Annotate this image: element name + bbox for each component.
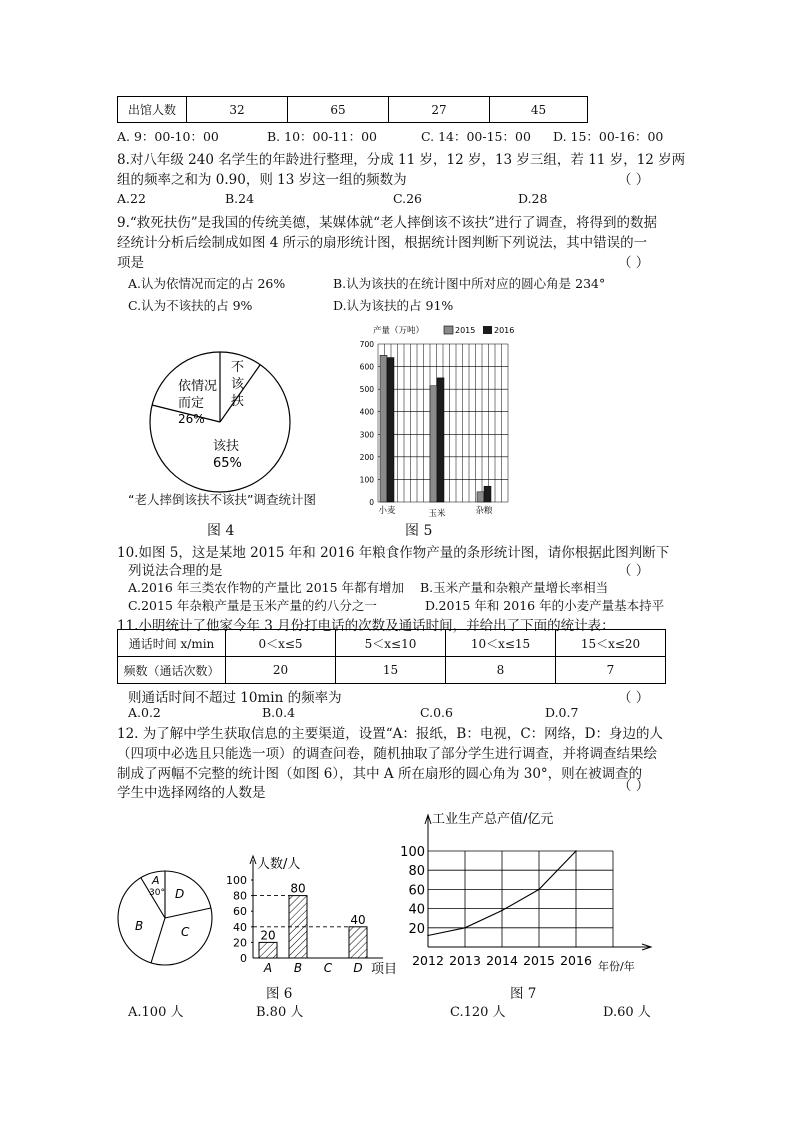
q8-text-line2: 组的频率之和为 0.90，则 13 岁这一组的频数为	[117, 172, 407, 188]
label-buyi-3: 扶	[231, 394, 245, 409]
x-category-label: C	[323, 961, 333, 975]
label-qingkuang-1: 依情况	[178, 379, 218, 394]
q8-option-d: D.28	[518, 191, 548, 206]
x-tick-label: 2014	[486, 953, 518, 968]
figure-4-label: 图 4	[207, 523, 235, 539]
figure-6-label: 图 6	[266, 986, 293, 1002]
figure-4-caption: “老人摔倒该扶不该扶”调查统计图	[128, 492, 316, 507]
x-tick-label: 2013	[449, 953, 481, 968]
figure-7-line-chart	[400, 808, 660, 980]
legend-label-2015: 2015	[455, 326, 476, 335]
bar-2016-1	[437, 378, 444, 502]
x-tick-label: 2015	[523, 953, 555, 968]
bar-value-label: 20	[260, 928, 276, 943]
q10-text-line2: 列说法合理的是	[128, 563, 223, 579]
q10-answer-paren: （ ）	[618, 563, 650, 579]
q12-option-b: B.80 人	[256, 1005, 304, 1020]
x-category-label: A	[263, 961, 273, 975]
table-header: 10＜x≤15	[446, 630, 556, 657]
y-tick-label: 500	[359, 385, 374, 395]
q7-option-b: B. 10：00-11：00	[267, 129, 377, 144]
table-cell: 15	[336, 657, 446, 684]
q9-text-line3: 项是	[117, 255, 144, 271]
label-buyi-2: 该	[231, 377, 245, 392]
q11-answer-paren: （ ）	[618, 690, 650, 706]
pie-label-c: C	[181, 925, 190, 939]
figure-5-ylabel: 产量（万吨）	[373, 326, 425, 336]
q12-option-d: D.60 人	[603, 1005, 651, 1020]
q10-option-d: D.2015 年和 2016 年的小麦产量基本持平	[425, 598, 665, 613]
q7-option-c: C. 14：00-15：00	[421, 129, 531, 144]
table-cell: 7	[556, 657, 666, 684]
bar-A	[259, 942, 277, 958]
bar-D	[349, 927, 367, 958]
label-gaifu-2: 65%	[213, 456, 242, 471]
line-point	[427, 935, 429, 937]
q12-option-c: C.120 人	[450, 1005, 506, 1020]
table-header: 0＜x≤5	[226, 630, 336, 657]
table-header: 5＜x≤10	[336, 630, 446, 657]
q9-option-b: B.认为该扶的在统计图中所对应的圆心角是 234°	[333, 276, 606, 291]
q7-option-d: D. 15：00-16：00	[553, 129, 664, 144]
table-row-label: 频数（通话次数）	[118, 657, 226, 684]
table-row-label: 出馆人数	[118, 97, 187, 123]
q8-option-c: C.26	[393, 191, 422, 206]
q9-text-line2: 经统计分析后绘制成如图 4 所示的扇形统计图，根据统计图判断下列说法，其中错误的一	[117, 235, 648, 251]
q9-text-line1: 9.“救死扶伤”是我国的传统美德，某媒体就“老人摔倒该不该扶”进行了调查，将得到的数据	[117, 215, 657, 231]
y-tick-label: 100	[359, 475, 374, 485]
x-tick-label: 2012	[412, 953, 444, 968]
bar-ylabel: 人数/人	[257, 857, 301, 872]
y-tick-label: 200	[359, 452, 374, 462]
q7-option-a: A. 9：00-10：00	[117, 129, 219, 144]
bar-B	[289, 896, 307, 958]
q8-text-line1: 8.对八年级 240 名学生的年龄进行整理，分成 11 岁，12 岁，13 岁三组，若 11 岁，12 岁两	[117, 152, 686, 168]
y-tick-label: 20	[408, 921, 425, 937]
q11-option-c: C.0.6	[420, 705, 453, 720]
y-tick-label: 0	[240, 952, 247, 965]
q9-option-a: A.认为依情况而定的占 26%	[128, 276, 286, 291]
library-visitors-table	[117, 96, 588, 123]
phone-call-table	[117, 629, 666, 684]
q11-text-line2: 则通话时间不超过 10min 的频率为	[128, 690, 342, 706]
label-qingkuang-2: 而定	[178, 396, 205, 411]
x-tick-label: 2016	[560, 953, 592, 968]
bar-2015-0	[380, 355, 387, 502]
table-cell: 20	[226, 657, 336, 684]
table-cell: 45	[490, 97, 588, 123]
figure-6-pie-chart	[115, 868, 220, 968]
y-tick-label: 0	[369, 498, 374, 507]
y-tick-label: 600	[359, 362, 374, 372]
x-category-label: 玉米	[428, 509, 446, 518]
y-tick-label: 100	[400, 845, 425, 860]
table-cell: 32	[187, 97, 288, 123]
x-category-label: 杂粮	[475, 506, 493, 516]
x-category-label: 小麦	[378, 506, 396, 516]
q10-option-a: A.2016 年三类农作物的产量比 2015 年都有增加	[128, 580, 405, 595]
y-tick-label: 60	[233, 905, 247, 919]
q9-option-c: C.认为不该扶的占 9%	[128, 298, 253, 313]
bar-2016-0	[387, 358, 394, 502]
table-cell: 8	[446, 657, 556, 684]
figure-5-label: 图 5	[405, 523, 433, 539]
bar-2015-1	[430, 386, 437, 502]
q11-option-a: A.0.2	[128, 705, 161, 720]
figure-5-bar-chart	[340, 322, 520, 518]
label-gaifu-1: 该扶	[213, 439, 240, 454]
line-point	[538, 889, 540, 891]
q8-option-b: B.24	[225, 191, 255, 206]
line-point	[464, 927, 466, 929]
q10-option-c: C.2015 年杂粮产量是玉米产量的约八分之一	[128, 598, 377, 613]
q9-option-d: D.认为该扶的占 91%	[333, 298, 454, 313]
legend-swatch-2015	[444, 326, 453, 334]
q8-option-a: A.22	[117, 191, 146, 206]
y-tick-label: 80	[233, 889, 247, 903]
q9-answer-paren: （ ）	[618, 255, 650, 271]
label-buyi-1: 不	[231, 360, 245, 375]
q11-text-line1: 11.小明统计了他家今年 3 月份打电话的次数及通话时间，并给出了下面的统计表：	[117, 618, 615, 634]
x-axis-label: 项目	[371, 962, 398, 977]
q12-option-a: A.100 人	[128, 1005, 184, 1020]
line-xlabel: 年份/年	[598, 960, 635, 973]
q11-option-b: B.0.4	[262, 705, 296, 720]
x-category-label: D	[353, 961, 363, 975]
line-point	[501, 910, 503, 912]
y-tick-label: 60	[408, 883, 425, 899]
q12-text-line1: 12. 为了解中学生获取信息的主要渠道，设置“A：报纸，B：电视，C：网络，D：身边的人	[117, 726, 663, 742]
q12-text-line4: 学生中选择网络的人数是	[117, 785, 266, 801]
y-tick-label: 100	[226, 874, 247, 887]
pie-angle-label: 30°	[149, 888, 165, 898]
pie-label-a: A	[152, 874, 160, 887]
figure-6-bar-chart	[225, 850, 400, 978]
pie-label-b: B	[135, 919, 144, 933]
pie-label-d: D	[175, 887, 185, 901]
table-header: 通话时间 x/min	[118, 630, 226, 657]
table-header: 15＜x≤20	[556, 630, 666, 657]
q11-option-d: D.0.7	[545, 705, 579, 720]
q12-text-line2: （四项中必选且只能选一项）的调查问卷，随机抽取了部分学生进行调查，并将调查结果绘	[117, 746, 657, 762]
q12-answer-paren: （ ）	[618, 778, 650, 794]
y-tick-label: 40	[408, 902, 425, 918]
bar-value-label: 40	[350, 912, 366, 927]
line-point	[575, 850, 577, 852]
q10-text-line1: 10.如图 5，这是某地 2015 年和 2016 年粮食作物产量的条形统计图，请你根据此图判断下	[117, 545, 670, 561]
q10-option-b: B.玉米产量和杂粮产量增长率相当	[420, 580, 609, 595]
table-cell: 27	[389, 97, 490, 123]
y-tick-label: 40	[233, 920, 247, 934]
bar-2015-2	[477, 492, 484, 502]
line-ylabel: 工业生产总产值/亿元	[432, 812, 554, 827]
table-cell: 65	[288, 97, 389, 123]
y-tick-label: 400	[359, 407, 374, 417]
q8-answer-paren: （ ）	[618, 172, 650, 188]
bar-2016-2	[484, 486, 491, 502]
q12-text-line3: 制成了两幅不完整的统计图（如图 6），其中 A 所在扇形的圆心角为 30°，则在被调查的	[117, 766, 643, 782]
label-qingkuang-3: 26%	[178, 412, 205, 426]
y-tick-label: 80	[408, 864, 425, 880]
bar-value-label: 80	[290, 881, 306, 896]
y-tick-label: 300	[359, 430, 374, 440]
legend-swatch-2016	[483, 326, 492, 334]
figure-7-label: 图 7	[510, 986, 537, 1002]
x-category-label: B	[293, 961, 303, 975]
y-tick-label: 700	[359, 340, 374, 349]
y-tick-label: 20	[233, 936, 247, 950]
legend-label-2016: 2016	[494, 326, 515, 335]
